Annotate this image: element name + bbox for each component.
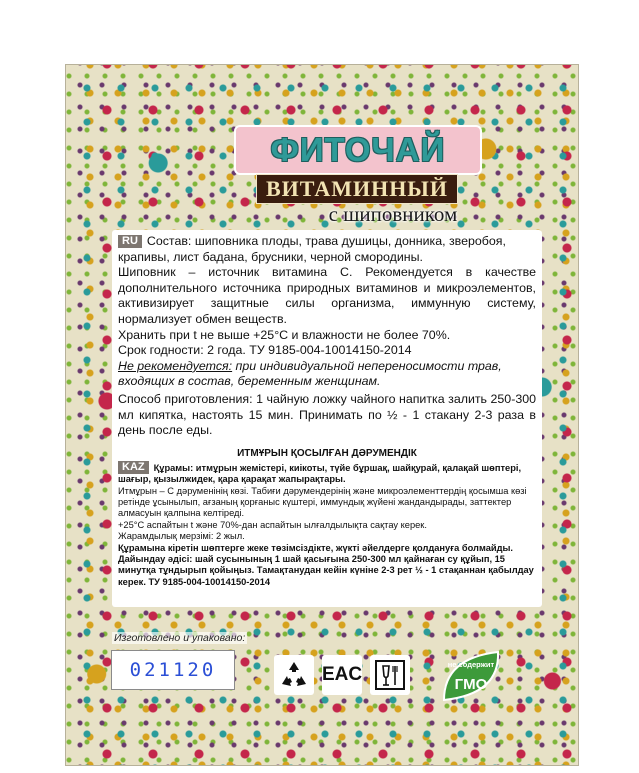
recycle-icon-svg xyxy=(277,658,311,692)
ru-preparation: Способ приготовления: 1 чайную ложку чайного напитка залить 250-300 мл кипятка, настоять 15 мин. Принимать по ½ - 1 стакану 2-3 раза в день после еды. xyxy=(118,391,536,438)
kz-preparation: Дайындау әдісі: шай сусынының 1 шай қасығына 250-300 мл қайнаған су құйып, 15 минутқа тұндырып қойыңыз. Тамақтанудан кейін күніне 2-3 рет ½ - 1 стақаннан қабылдау керек. ТУ 9185-004-10014150-2014 xyxy=(118,553,534,587)
ru-benefit: Шиповник – источник витамина С. Рекомендуется в качестве дополнительного источника природных витаминов и микроэлементов, активизирует защитные силы организма, иммунную систему, нормализует обмен веществ. xyxy=(118,265,536,326)
eac-text: EAC xyxy=(321,664,363,685)
label-panel xyxy=(112,230,542,607)
ru-shelf-life: Срок годности: 2 года. ТУ 9185-004-10014150-2014 xyxy=(118,343,412,358)
kz-not-recommended: Құрамына кіретін шөптерге жеке төзімсіздікте, жүкті әйелдерге қолдануға болмайды. xyxy=(118,542,514,553)
kz-lang-badge: KAZ xyxy=(118,461,149,474)
label-text xyxy=(118,234,536,588)
kz-section xyxy=(118,461,536,588)
kz-benefit: Итмұрын – С дәруменінің көзі. Табиғи дәрумендерінің және микроэлементтердің қосымша көзі ретінде ұсынылып, ағзаның қорғаныс күштері, иммундық жүйені жандандырады, заттектер алмасуын қалпына келтіреді. xyxy=(118,485,527,519)
product-subtitle: ВИТАМИННЫЙ xyxy=(265,176,449,201)
ru-not-recommended-text: при индивидуальной непереносимости трав, входящих в состав, беременным женщинам. xyxy=(118,358,502,389)
ru-section xyxy=(118,234,536,439)
gmo-label: ГМО xyxy=(454,676,488,693)
title-plate xyxy=(234,125,482,175)
ru-storage: Хранить при t не выше +25°С и влажности не более 70%. xyxy=(118,327,451,342)
glass-fork-icon xyxy=(373,658,407,692)
kz-composition: Құрамы: итмұрын жемістері, киікоты, түйе бұршақ, шайқурай, қалақай шөптері, шағыр, қызылжидек, қара қарақат жапырақтары. xyxy=(118,462,522,485)
gmo-free-badge xyxy=(440,648,502,704)
ru-composition: Состав: шиповника плоды, трава душицы, донника, зверобоя, крапивы, лист бадана, брусники, черной смородины. xyxy=(118,234,506,264)
made-by-label: Изготовлено и упаковано: xyxy=(114,632,246,644)
product-variant: с шиповником xyxy=(328,202,458,226)
food-contact-icon xyxy=(370,655,410,695)
ru-not-recommended-lead: Не рекомендуется: xyxy=(118,358,233,373)
kz-heading: ИТМҰРЫН ҚОСЫЛҒАН ДӘРУМЕНДІК xyxy=(237,447,417,459)
kz-shelf-life: Жарамдылық мерзімі: 2 жыл. xyxy=(118,531,245,542)
eac-mark xyxy=(322,655,362,695)
product-title: ФИТОЧАЙ xyxy=(270,131,446,168)
kz-storage: +25°С аспайтын t және 70%-дан аспайтын ылғалдылықта сақтау керек. xyxy=(118,519,427,530)
recycle-icon xyxy=(274,655,314,695)
gmo-caption: не содержит xyxy=(447,660,495,669)
batch-number: 021120 xyxy=(111,650,235,690)
subtitle-band xyxy=(256,174,458,204)
ru-lang-badge: RU xyxy=(118,235,142,248)
